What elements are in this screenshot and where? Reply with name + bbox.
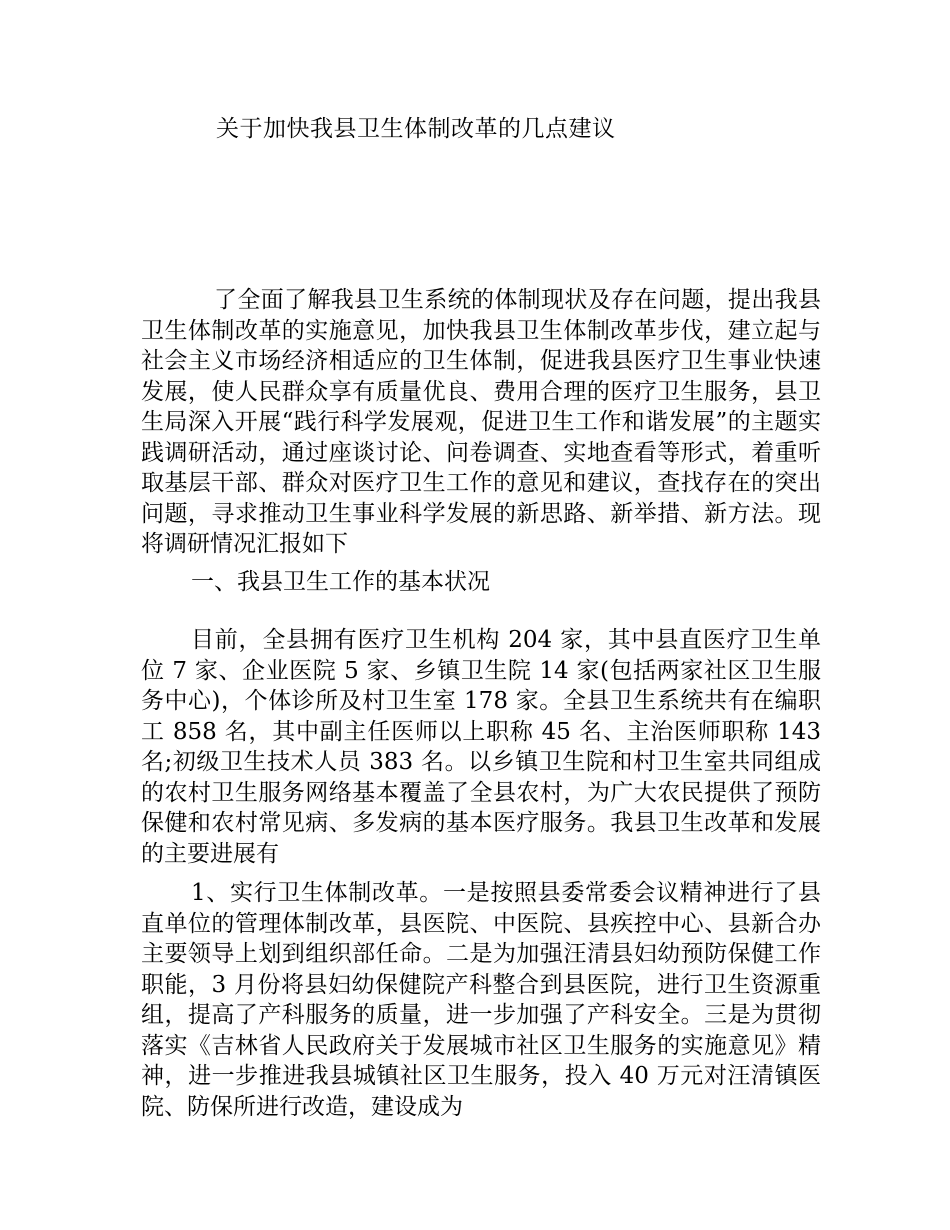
- body-paragraph: 1、实行卫生体制改革。一是按照县委常委会议精神进行了县直单位的管理体制改革，县医院、中医院、县疾控中心、县新合办主要领导上划到组织部任命。二是为加强汪清县妇幼预防保健工作职能，3 月份将县妇幼保健院产科整合到县医院，进行卫生资源重组，提高了产科服务的质量，进一步加强了产科安全。三是为贯彻落实《吉林省人民政府关于发展城市社区卫生服务的实施意见》精神，进一步推进我县城镇社区卫生服务，投入 40 万元对汪清镇医院、防保所进行改造，建设成为: [141, 880, 821, 1120]
- body-paragraph: 目前，全县拥有医疗卫生机构 204 家，其中县直医疗卫生单位 7 家、企业医院 5 家、乡镇卫生院 14 家(包括两家社区卫生服务中心)，个体诊所及村卫生室 178 家。全县卫生系统共有在编职工 858 名，其中副主任医师以上职称 45 名、主治医师职称 143 名;初级卫生技术人员 383 名。以乡镇卫生院和村卫生室共同组成的农村卫生服务网络基本覆盖了全县农村，为广大农民提供了预防保健和农村常见病、多发病的基本医疗服务。我县卫生改革和发展的主要进展有: [141, 627, 821, 867]
- section-heading: 一、我县卫生工作的基本状况: [191, 569, 490, 595]
- document-title: 关于加快我县卫生体制改革的几点建议: [216, 116, 616, 142]
- intro-paragraph: 了全面了解我县卫生系统的体制现状及存在问题，提出我县卫生体制改革的实施意见，加快我县卫生体制改革步伐，建立起与社会主义市场经济相适应的卫生体制，促进我县医疗卫生事业快速发展，使人民群众享有质量优良、费用合理的医疗卫生服务，县卫生局深入开展“践行科学发展观，促进卫生工作和谐发展”的主题实践调研活动，通过座谈讨论、问卷调查、实地查看等形式，着重听取基层干部、群众对医疗卫生工作的意见和建议，查找存在的突出问题，寻求推动卫生事业科学发展的新思路、新举措、新方法。现将调研情况汇报如下: [141, 287, 821, 557]
